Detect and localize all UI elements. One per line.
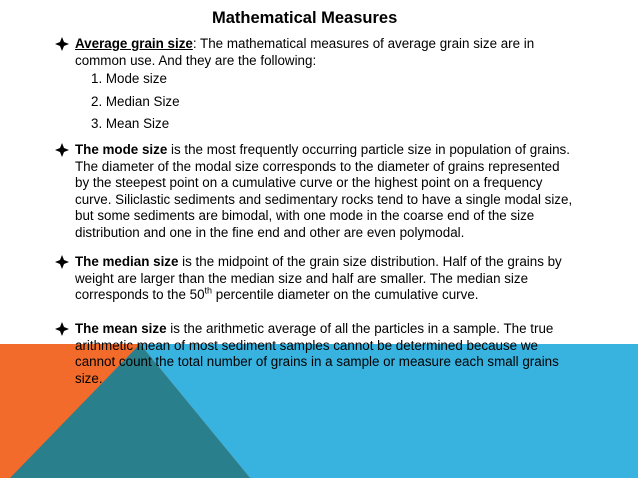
bullet-body: is the arithmetic average of all the particles in a sample. The true arithmetic mean of most sediment samples cannot be determined because we cannot count the total number of grains in a sample or measure each small grains size. xyxy=(75,321,559,386)
list-item-median: 2. Median Size xyxy=(91,94,180,109)
bullet-mode-size xyxy=(55,142,575,241)
term-average-grain-size: Average grain size xyxy=(75,36,193,51)
bullet-text xyxy=(75,36,575,69)
diamond-bullet-icon xyxy=(55,143,69,157)
bullet-body: : The mathematical measures of average grain size are in common use. And they are the following: xyxy=(75,36,535,68)
slide-title: Mathematical Measures xyxy=(212,9,398,27)
bullet-mean-size xyxy=(55,321,575,387)
bullet-body-end: percentile diameter on the cumulative curve. xyxy=(212,287,479,302)
term-mean-size: The mean size xyxy=(75,321,167,336)
list-item-mean: 3. Mean Size xyxy=(91,116,170,131)
bullet-text xyxy=(75,321,575,387)
term-median-size: The median size xyxy=(75,254,179,269)
bullet-text xyxy=(75,142,575,241)
list-item-mode: 1. Mode size xyxy=(91,71,167,86)
term-mode-size: The mode size xyxy=(75,142,168,157)
superscript-th: th xyxy=(204,285,213,296)
bullet-text xyxy=(75,254,575,304)
diamond-bullet-icon xyxy=(55,255,69,269)
diamond-bullet-icon xyxy=(55,322,69,336)
diamond-bullet-icon xyxy=(55,37,69,51)
bullet-body: is the midpoint of the grain size distribution. Half of the grains by weight are larger than the median size and half are smaller. The median size corresponds to the 50 xyxy=(75,254,562,302)
bullet-average-grain-size xyxy=(55,36,575,69)
bullet-body: is the most frequently occurring particle size in population of grains. The diameter of the modal size corresponds to the diameter of grains represented by the steepest point on a cumulative curve or the highest point on a frequency curve. Siliclastic sediments and sedimentary rocks tend to have a single modal size, but some sediments are bimodal, with one mode in the coarse end of the size distribution and one in the fine end and other are even polymodal. xyxy=(75,142,573,240)
bullet-median-size xyxy=(55,254,575,304)
